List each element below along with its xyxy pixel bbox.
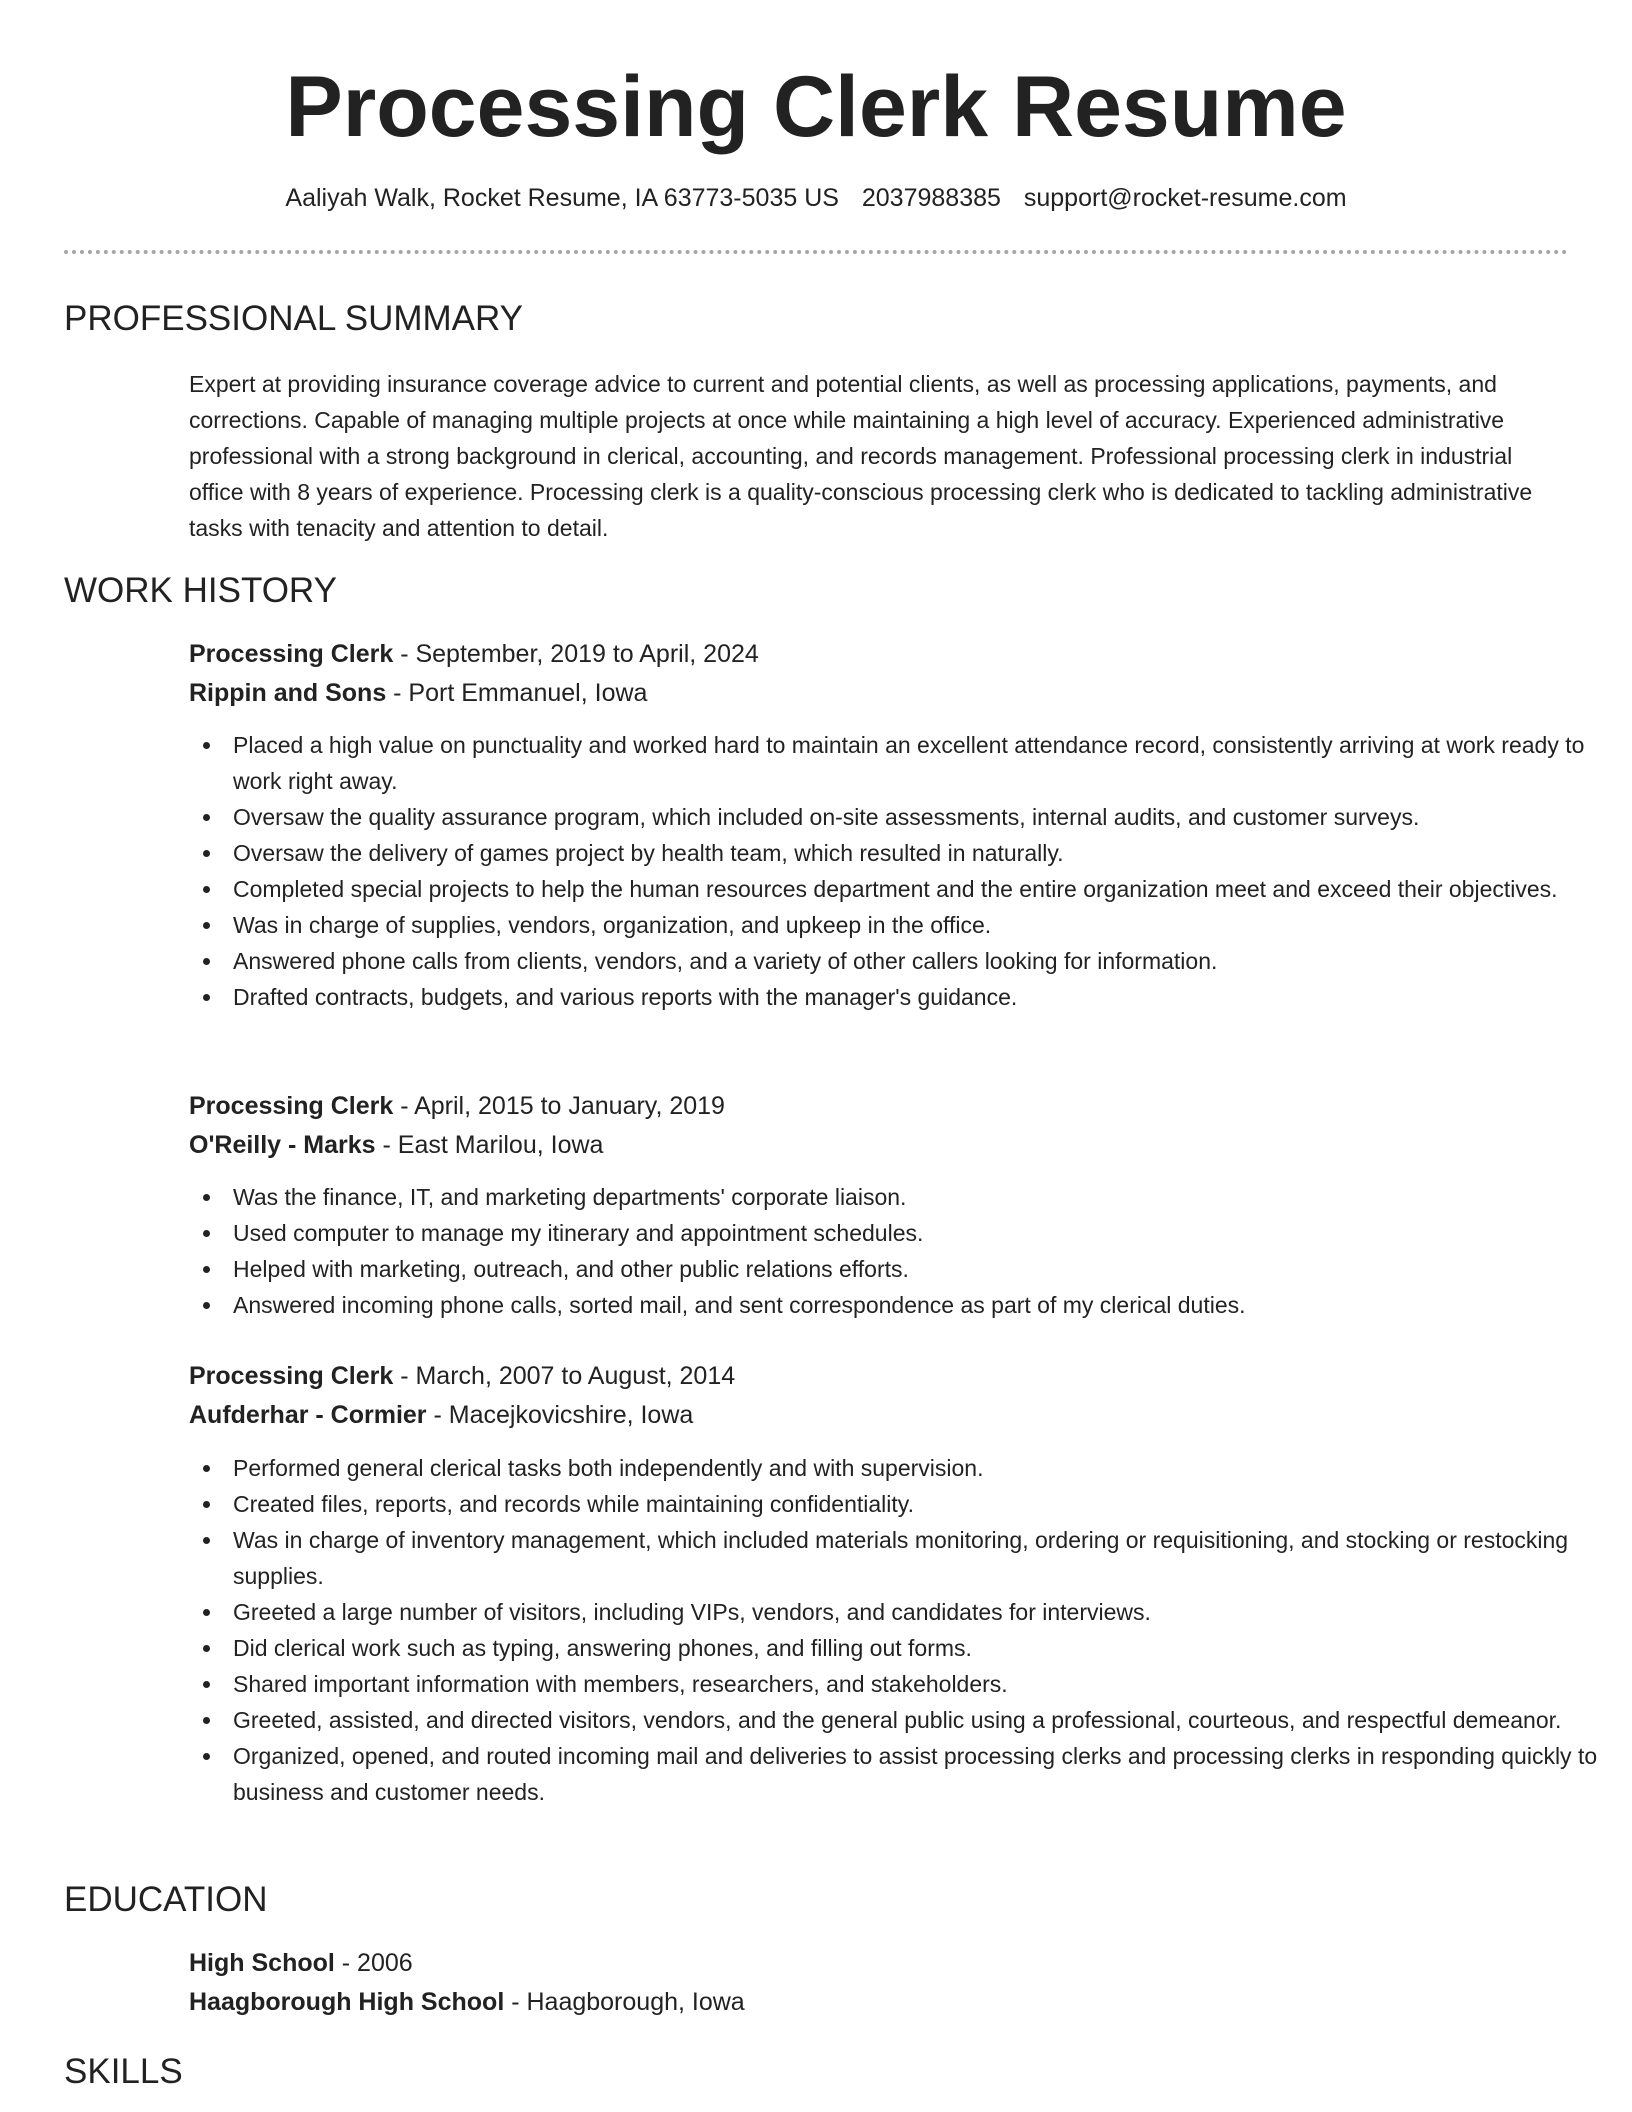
job-dates: - September, 2019 to April, 2024 (393, 640, 759, 668)
education-school: Haagborough High School (189, 1988, 505, 2016)
contact-email: support@rocket-resume.com (1023, 184, 1347, 212)
page-title: Processing Clerk Resume (285, 59, 1347, 155)
list-item: Shared important information with members, researchers, and stakeholders. (233, 1666, 1608, 1702)
job-company: Aufderhar - Cormier (189, 1401, 427, 1429)
job-company: O'Reilly - Marks (189, 1131, 376, 1159)
list-item: Completed special projects to help the human resources department and the entire organization meet and exceed their objectives. (233, 871, 1608, 907)
job-title: Processing Clerk (189, 1092, 394, 1120)
list-item: Organized, opened, and routed incoming mail and deliveries to assist processing clerks and processing clerks in responding quickly to business and customer needs. (233, 1738, 1608, 1810)
list-item: Oversaw the delivery of games project by health team, which resulted in naturally. (233, 835, 1608, 871)
contact-address: Aaliyah Walk, Rocket Resume, IA 63773-5035 US (285, 184, 839, 212)
section-heading-education: EDUCATION (64, 1880, 268, 1919)
list-item: Helped with marketing, outreach, and other public relations efforts. (233, 1251, 1608, 1287)
section-heading-work-history: WORK HISTORY (64, 571, 337, 610)
list-item: Was in charge of supplies, vendors, organization, and upkeep in the office. (233, 907, 1608, 943)
job-location: - Port Emmanuel, Iowa (386, 679, 648, 707)
summary-text: Expert at providing insurance coverage advice to current and potential clients, as well as processing applications, payments, and corrections. Capable of managing multiple projects at once while maintaining a high level of accuracy. Experienced administrative professional with a strong background in clerical, accounting, and records management. Professional processing clerk in industrial office with 8 years of experience. Processing clerk is a quality-conscious processing clerk who is dedicated to tackling administrative tasks with tenacity and attention to detail. (189, 371, 1533, 541)
section-heading-summary: PROFESSIONAL SUMMARY (64, 299, 523, 338)
job-dates: - April, 2015 to January, 2019 (393, 1092, 725, 1120)
job-title-line (189, 1358, 735, 1394)
list-item: Was the finance, IT, and marketing departments' corporate liaison. (233, 1179, 1608, 1215)
section-heading-skills: SKILLS (64, 2052, 183, 2091)
list-item: Performed general clerical tasks both independently and with supervision. (233, 1450, 1608, 1486)
list-item: Answered phone calls from clients, vendors, and a variety of other callers looking for information. (233, 943, 1608, 979)
list-item: Greeted a large number of visitors, including VIPs, vendors, and candidates for interviews. (233, 1594, 1608, 1630)
list-item: Oversaw the quality assurance program, which included on-site assessments, internal audits, and customer surveys. (233, 799, 1608, 835)
contact-phone: 2037988385 (861, 184, 1001, 212)
job-title: Processing Clerk (189, 640, 394, 668)
education-degree: High School (189, 1949, 335, 1977)
list-item: Used computer to manage my itinerary and appointment schedules. (233, 1215, 1608, 1251)
list-item: Created files, reports, and records while maintaining confidentiality. (233, 1486, 1608, 1522)
header-divider (64, 250, 1568, 254)
contact-info (0, 180, 1632, 216)
education-degree-line (189, 1945, 413, 1981)
job-location: - Macejkovicshire, Iowa (426, 1401, 694, 1429)
job-company: Rippin and Sons (189, 679, 387, 707)
list-item: Was in charge of inventory management, which included materials monitoring, ordering or requisitioning, and stocking or restocking supplies. (233, 1522, 1608, 1594)
job-company-line (189, 675, 647, 711)
job-dates: - March, 2007 to August, 2014 (393, 1362, 736, 1390)
job-title-line (189, 636, 759, 672)
list-item: Greeted, assisted, and directed visitors, vendors, and the general public using a professional, courteous, and respectful demeanor. (233, 1702, 1608, 1738)
job-company-line (189, 1127, 603, 1163)
list-item: Did clerical work such as typing, answering phones, and filling out forms. (233, 1630, 1608, 1666)
education-location: - Haagborough, Iowa (504, 1988, 745, 2016)
job-duties-list (189, 1179, 1608, 1323)
list-item: Drafted contracts, budgets, and various reports with the manager's guidance. (233, 979, 1608, 1015)
list-item: Answered incoming phone calls, sorted mail, and sent correspondence as part of my clerical duties. (233, 1287, 1608, 1323)
job-duties-list (189, 727, 1608, 1015)
job-company-line (189, 1397, 693, 1433)
job-location: - East Marilou, Iowa (375, 1131, 604, 1159)
job-title: Processing Clerk (189, 1362, 394, 1390)
education-year: - 2006 (334, 1949, 413, 1977)
list-item: Placed a high value on punctuality and worked hard to maintain an excellent attendance record, consistently arriving at work ready to work right away. (233, 727, 1608, 799)
education-school-line (189, 1984, 745, 2020)
job-title-line (189, 1088, 725, 1124)
job-duties-list (189, 1450, 1608, 1810)
